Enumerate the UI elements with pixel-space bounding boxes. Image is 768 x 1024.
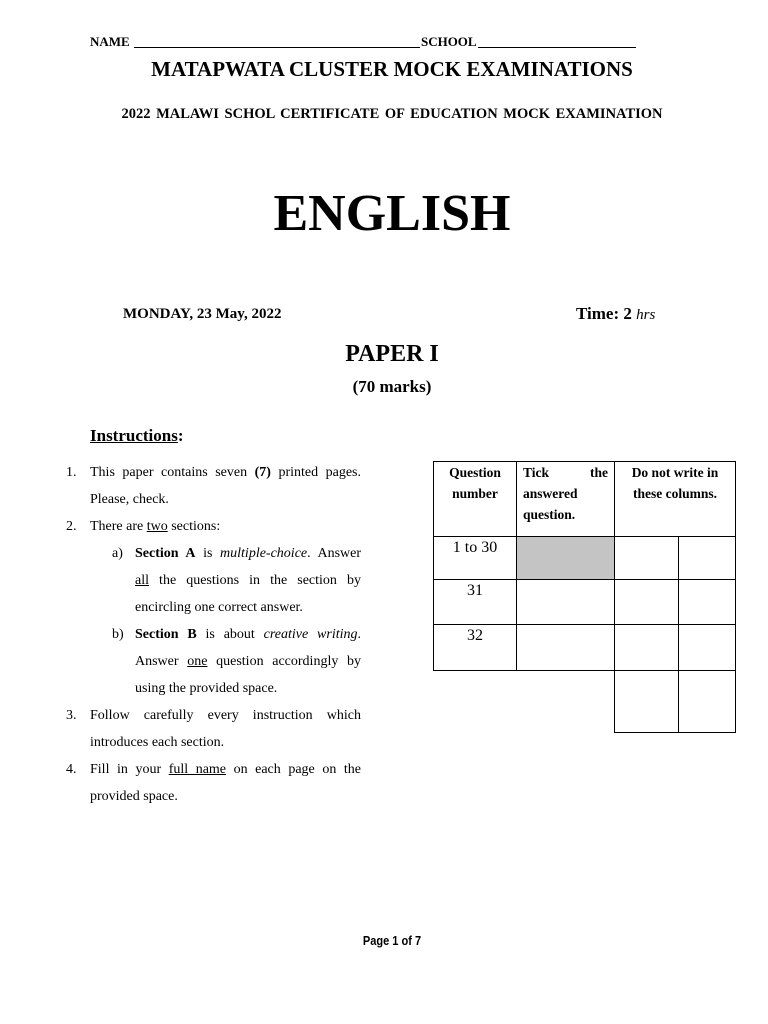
time-unit: hrs <box>636 307 656 323</box>
sub-item-bold: Section B <box>135 627 197 642</box>
question-range-cell: 1 to 30 <box>434 537 517 580</box>
sub-item-underline: all <box>135 573 149 588</box>
sub-item-letter: b) <box>112 627 124 642</box>
paper-marks: (70 marks) <box>352 377 432 396</box>
instruction-sub-item <box>66 540 361 621</box>
paper-title: PAPER I <box>345 341 439 367</box>
empty-cell <box>434 671 517 733</box>
time-label: Time: <box>576 304 620 323</box>
table-header-row <box>434 462 736 537</box>
sub-item-text: . Answer <box>135 627 361 669</box>
instructions-heading <box>90 426 184 446</box>
name-school-line <box>90 34 636 50</box>
mark-cell <box>679 625 736 671</box>
item-text: Follow carefully every instruction which introduces each section. <box>90 708 361 750</box>
time-value: 2 <box>623 304 632 323</box>
exam-time <box>576 304 655 324</box>
certificate-line: 2022 MALAWI SCHOL CERTIFICATE OF EDUCATION MOCK EXAMINATION <box>121 106 663 122</box>
subject-title: ENGLISH <box>273 185 511 242</box>
mark-cell <box>679 537 736 580</box>
header-question-number: Question number <box>434 462 517 537</box>
item-text: This paper contains seven <box>90 465 255 480</box>
tick-cell-shaded <box>517 537 615 580</box>
sub-item-text: is <box>195 546 221 561</box>
item-text: There are <box>90 519 147 534</box>
sub-item-underline: one <box>187 654 208 669</box>
instructions-title: Instructions <box>90 426 178 445</box>
sub-item-text: question accordingly by using the provided space. <box>135 654 362 696</box>
tick-cell[interactable] <box>517 625 615 671</box>
sub-item-text: is about <box>196 627 264 642</box>
score-table <box>433 461 736 733</box>
total-cell <box>615 671 679 733</box>
item-text: on each page on the provided space. <box>90 762 361 804</box>
sub-item-italic: creative writing <box>263 627 358 642</box>
item-underline: full name <box>168 762 227 777</box>
page-number: Page 1 of 7 <box>362 933 422 948</box>
school-label: SCHOOL <box>420 34 477 49</box>
sub-item-italic: multiple-choice <box>220 546 308 561</box>
school-field[interactable] <box>478 47 636 48</box>
item-number: 2. <box>66 519 77 534</box>
table-row <box>434 537 736 580</box>
name-label: NAME <box>90 34 130 49</box>
instruction-sub-item <box>66 621 361 702</box>
total-cell <box>679 671 736 733</box>
header-tick: Tick the answered question. <box>517 462 615 537</box>
sub-item-letter: a) <box>112 546 123 561</box>
table-total-row <box>434 671 736 733</box>
empty-cell <box>517 671 615 733</box>
cluster-title: MATAPWATA CLUSTER MOCK EXAMINATIONS <box>151 57 633 81</box>
instruction-item <box>66 513 361 540</box>
item-text: printed pages. Please, check. <box>90 465 362 507</box>
sub-item-text: . Answer <box>307 546 361 561</box>
instruction-item <box>66 756 361 810</box>
item-number: 3. <box>66 708 77 723</box>
mark-cell <box>679 580 736 625</box>
mark-cell <box>615 537 679 580</box>
sub-item-text: the questions in the section by encircling one correct answer. <box>135 573 361 615</box>
mark-cell <box>615 580 679 625</box>
table-row <box>434 625 736 671</box>
instruction-item <box>66 459 361 513</box>
item-bold: (7) <box>254 465 271 480</box>
item-underline: two <box>146 519 168 534</box>
item-number: 1. <box>66 465 77 480</box>
instructions-list <box>66 459 361 810</box>
instruction-item <box>66 702 361 756</box>
item-number: 4. <box>66 762 77 777</box>
item-text: sections: <box>167 519 221 534</box>
table-row <box>434 580 736 625</box>
question-cell: 32 <box>434 625 517 671</box>
exam-date: MONDAY, 23 May, 2022 <box>123 306 282 322</box>
sub-item-bold: Section A <box>135 546 196 561</box>
tick-cell[interactable] <box>517 580 615 625</box>
name-field[interactable] <box>134 47 420 48</box>
instructions-colon: : <box>177 426 184 445</box>
question-cell: 31 <box>434 580 517 625</box>
header-do-not-write: Do not write in these columns. <box>615 462 736 537</box>
item-text: Fill in your <box>90 762 169 777</box>
mark-cell <box>615 625 679 671</box>
